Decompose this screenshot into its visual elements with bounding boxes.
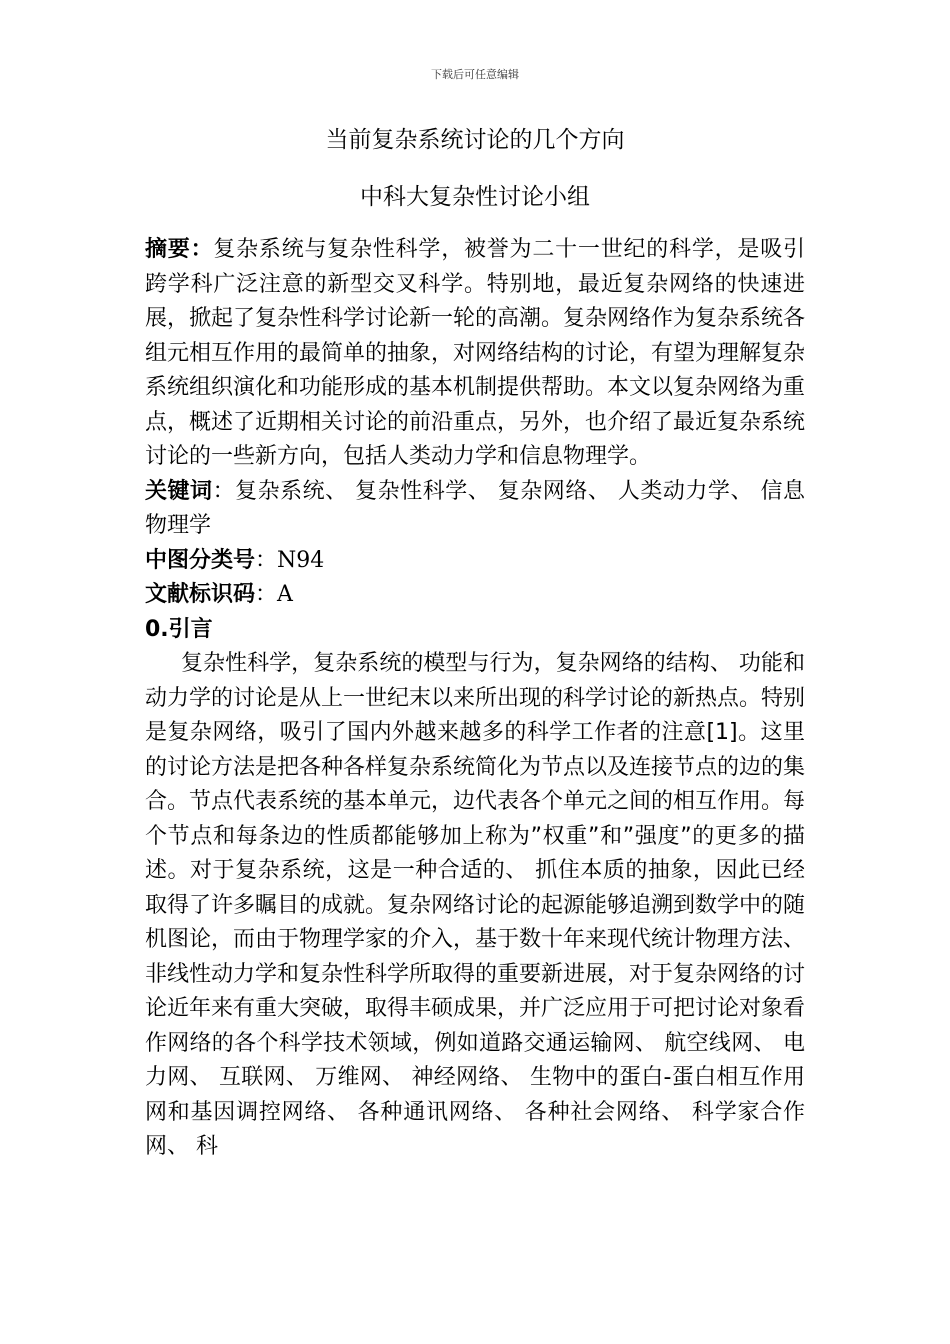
abstract-label: 摘要： [145, 237, 214, 262]
keywords-paragraph [145, 475, 805, 544]
author-line: 中科大复杂性讨论小组 [360, 184, 590, 210]
document-title: 当前复杂系统讨论的几个方向 [325, 127, 625, 153]
document-body [145, 233, 805, 1165]
abstract-paragraph [145, 233, 805, 475]
abstract-text: 复杂系统与复杂性科学，被誉为二十一世纪的科学，是吸引跨学科广泛注意的新型交叉科学。特别地，最近复杂网络的快速进展，掀起了复杂性科学讨论新一轮的高潮。复杂网络作为复杂系统各组元相互作用的最简单的抽象，对网络结构的讨论，有望为理解复杂系统组织演化和功能形成的基本机制提供帮助。本文以复杂网络为重点，概述了近期相关讨论的前沿重点，另外，也介绍了最近复杂系统讨论的一些新方向，包括人类动力学和信息物理学。 [145, 237, 806, 469]
section-heading: 0.引言 [145, 616, 213, 642]
document-code-line [145, 578, 805, 613]
keywords-text: ：复杂系统、 复杂性科学、 复杂网络、 人类动力学、 信息物理学 [145, 478, 805, 538]
classification-label: 中图分类号 [145, 547, 256, 573]
document-code-label: 文献标识码 [145, 582, 256, 607]
document-code-value: ：A [255, 582, 293, 607]
intro-paragraph: 复杂性科学，复杂系统的模型与行为，复杂网络的结构、 功能和动力学的讨论是从上一世纪末以来所出现的科学讨论的新热点。特别是复杂网络，吸引了国内外越来越多的科学工作者的注意[1]。这里的讨论方法是把各种各样复杂系统简化为节点以及连接节点的边的集合。节点代表系统的基本单元，边代表各个单元之间的相互作用。每个节点和每条边的性质都能够加上称为”权重”和”强度”的更多的描述。对于复杂系统，这是一种合适的、 抓住本质的抽象，因此已经取得了许多瞩目的成就。复杂网络讨论的起源能够追溯到数学中的随机图论，而由于物理学家的介入，基于数十年来现代统计物理方法、 非线性动力学和复杂性科学所取得的重要新进展，对于复杂网络的讨论近年来有重大突破，取得丰硕成果，并广泛应用于可把讨论对象看作网络的各个科学技术领域，例如道路交通运输网、 航空线网、 电力网、 互联网、 万维网、 神经网络、 生物中的蛋白-蛋白相互作用网和基因调控网络、 各种通讯网络、 各种社会网络、 科学家合作网、 科 [145, 651, 806, 1159]
keywords-label: 关键词 [145, 478, 213, 504]
header-note: 下载后可任意编辑 [431, 68, 519, 81]
classification-line [145, 544, 805, 579]
classification-value: ：N94 [255, 547, 325, 573]
